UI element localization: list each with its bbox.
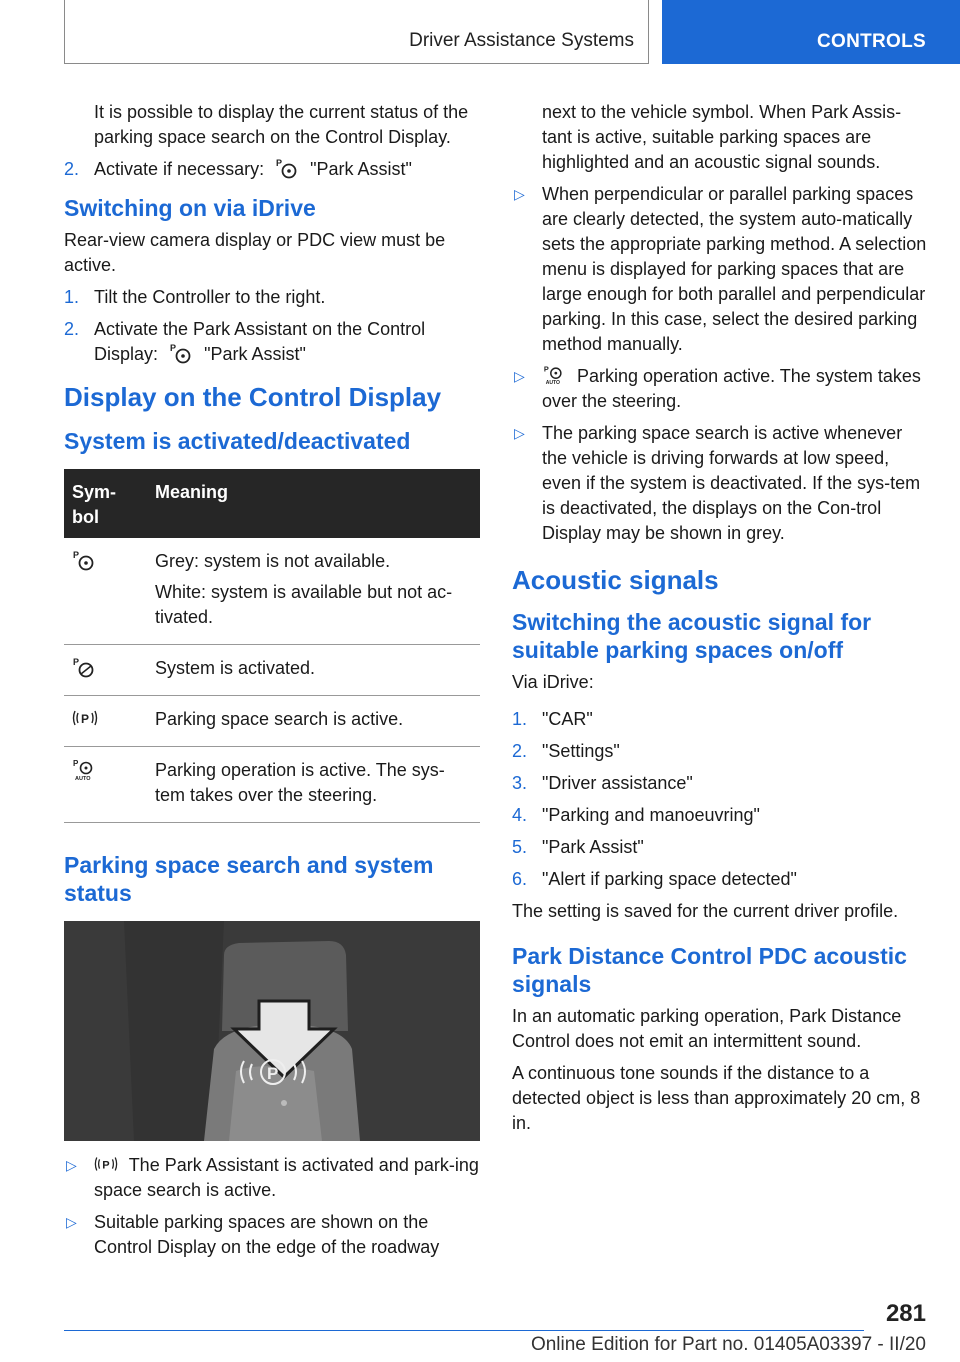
table-cell-meaning [147, 538, 480, 645]
table-cell-symbol [64, 696, 147, 747]
table-header-row [64, 469, 480, 538]
svg-text:AUTO: AUTO [75, 776, 91, 782]
header-chapter-title: CONTROLS [816, 31, 926, 52]
table-cell-meaning [147, 747, 480, 823]
symbol-table [64, 469, 480, 823]
parking-auto-icon [72, 758, 96, 782]
list-text: Tilt the Controller to the right. [94, 287, 326, 307]
intro-paragraph: It is possible to display the current status of the parking space search on the Control Display. [94, 102, 469, 147]
list-text: Activate the Park Assistant on the Control Display: [94, 319, 426, 364]
header-section-title: Driver Assistance Systems [409, 30, 634, 51]
steering-parking-icon [72, 549, 96, 571]
bullet-marker: ▷ [514, 368, 525, 384]
car-top-view-image [64, 921, 480, 1141]
table-row [64, 538, 480, 645]
list-item [512, 803, 928, 828]
list-text: "Settings" [542, 741, 620, 761]
list-number: 1. [64, 287, 80, 307]
svg-text:P: P [276, 158, 283, 168]
steering-parking-active-icon [72, 656, 96, 678]
svg-text:P: P [267, 1064, 279, 1083]
svg-text:P: P [81, 712, 90, 726]
svg-text:P: P [170, 343, 177, 353]
table-row [64, 696, 480, 747]
heading-status: System is activated/deactivated [64, 428, 411, 454]
table-cell-text: System is activated. [155, 658, 316, 678]
steering-parking-icon [275, 157, 299, 179]
table-cell-symbol [64, 645, 147, 696]
table-cell-text: White: system is available but not ac-tivated. [155, 582, 453, 627]
list-number: 3. [512, 773, 528, 793]
list-item [64, 157, 480, 182]
bullet-item [512, 421, 928, 546]
right-column [512, 100, 928, 1143]
list-text-suffix: "Park Assist" [204, 344, 306, 364]
header-section-box [64, 0, 649, 64]
bullet-marker: ▷ [66, 1157, 77, 1173]
footer-divider [64, 1330, 864, 1331]
left-column [64, 100, 480, 1267]
list-number: 2. [64, 159, 80, 179]
list-text: "CAR" [542, 709, 593, 729]
steering-parking-icon [169, 342, 193, 364]
list-text: "Park Assist" [542, 837, 644, 857]
parking-search-icon [72, 707, 98, 729]
svg-text:AUTO: AUTO [545, 380, 560, 386]
bullet-item [512, 364, 928, 414]
parking-auto-icon [542, 364, 566, 386]
bullet-marker: ▷ [514, 186, 525, 202]
bullet-marker: ▷ [514, 425, 525, 441]
table-cell-text: Parking space search is active. [155, 709, 404, 729]
table-cell-meaning [147, 696, 480, 747]
bullet-text: When perpendicular or parallel parking spaces are clearly detected, the system auto-matically sets the appropriate parking method. A selection menu is displayed for parking spaces that are large enough for both parallel and perpendicular parking. In this case, select the desired parking method manually. [542, 184, 927, 354]
parking-display-illustration [64, 921, 480, 1141]
bullet-item [512, 182, 928, 357]
page-number: 281 [885, 1300, 926, 1327]
table-cell-text: Parking operation is active. The sys-tem takes over the steering. [155, 760, 445, 805]
pdc-paragraph-1: In an automatic parking operation, Park Distance Control does not emit an intermittent sound. [512, 1006, 902, 1051]
table-header-symbol: Sym-bol [64, 469, 147, 538]
list-item [512, 835, 928, 860]
heading-pdc: Park Distance Control PDC acoustic signals [512, 943, 907, 997]
list-text: Activate if necessary: [94, 159, 265, 179]
table-cell-symbol [64, 747, 147, 823]
list-item [512, 739, 928, 764]
heading-display: Display on the Control Display [64, 382, 442, 412]
setting-saved-text: The setting is saved for the current driver profile. [512, 901, 899, 921]
table-header-meaning: Meaning [147, 469, 480, 538]
idrive-paragraph: Rear-view camera display or PDC view must be active. [64, 230, 446, 275]
svg-text:P: P [543, 364, 549, 374]
bullet-text: Suitable parking spaces are shown on the Control Display on the edge of the roadway [94, 1212, 440, 1257]
list-number: 2. [512, 741, 528, 761]
bullet-marker: ▷ [66, 1214, 77, 1230]
bullet-text: Parking operation active. The system takes over the steering. [542, 366, 921, 411]
table-cell-text: Grey: system is not available. [155, 551, 391, 571]
svg-text:P: P [73, 759, 79, 768]
footer-edition: Online Edition for Part no. 01405A03397 - II/20 [530, 1334, 926, 1355]
list-item [512, 867, 928, 892]
list-number: 4. [512, 805, 528, 825]
list-text: "Parking and manoeuvring" [542, 805, 760, 825]
heading-switch-acoustic: Switching the acoustic signal for suitable parking spaces on/off [512, 609, 872, 663]
bullet-item [64, 1210, 480, 1260]
list-item [64, 285, 480, 310]
list-item [64, 317, 480, 367]
list-text: "Driver assistance" [542, 773, 693, 793]
list-text: "Alert if parking space detected" [542, 869, 797, 889]
table-cell-symbol [64, 538, 147, 645]
bullet-item [64, 1153, 480, 1203]
list-text-suffix: "Park Assist" [310, 159, 412, 179]
heading-acoustic: Acoustic signals [512, 565, 719, 595]
header-chapter-box [662, 0, 960, 64]
svg-text:P: P [73, 657, 80, 667]
list-number: 6. [512, 869, 528, 889]
bullet-text: The Park Assistant is activated and park-ing space search is active. [94, 1155, 479, 1200]
table-row [64, 645, 480, 696]
heading-search-status: Parking space search and system status [64, 852, 434, 906]
list-item [512, 771, 928, 796]
list-item [512, 707, 928, 732]
table-cell-meaning [147, 645, 480, 696]
continuation-paragraph: next to the vehicle symbol. When Park Assis-tant is active, suitable parking spaces are highlighted and an acoustic signal sounds. [542, 102, 902, 172]
via-idrive-text: Via iDrive: [512, 672, 594, 692]
parking-search-icon [94, 1153, 118, 1175]
list-number: 5. [512, 837, 528, 857]
pdc-paragraph-2: A continuous tone sounds if the distance to a detected object is less than approximately 20 cm, 8 in. [512, 1063, 921, 1133]
svg-text:P: P [102, 1159, 110, 1172]
bullet-text: The parking space search is active whenever the vehicle is driving forwards at low speed, even if the system is deactivated. If the sys-tem is deactivated, the displays on the Con-trol Display may be shown in grey. [542, 423, 921, 543]
table-row [64, 747, 480, 823]
list-number: 1. [512, 709, 528, 729]
list-number: 2. [64, 319, 80, 339]
heading-idrive: Switching on via iDrive [64, 195, 316, 221]
svg-text:P: P [73, 550, 80, 560]
